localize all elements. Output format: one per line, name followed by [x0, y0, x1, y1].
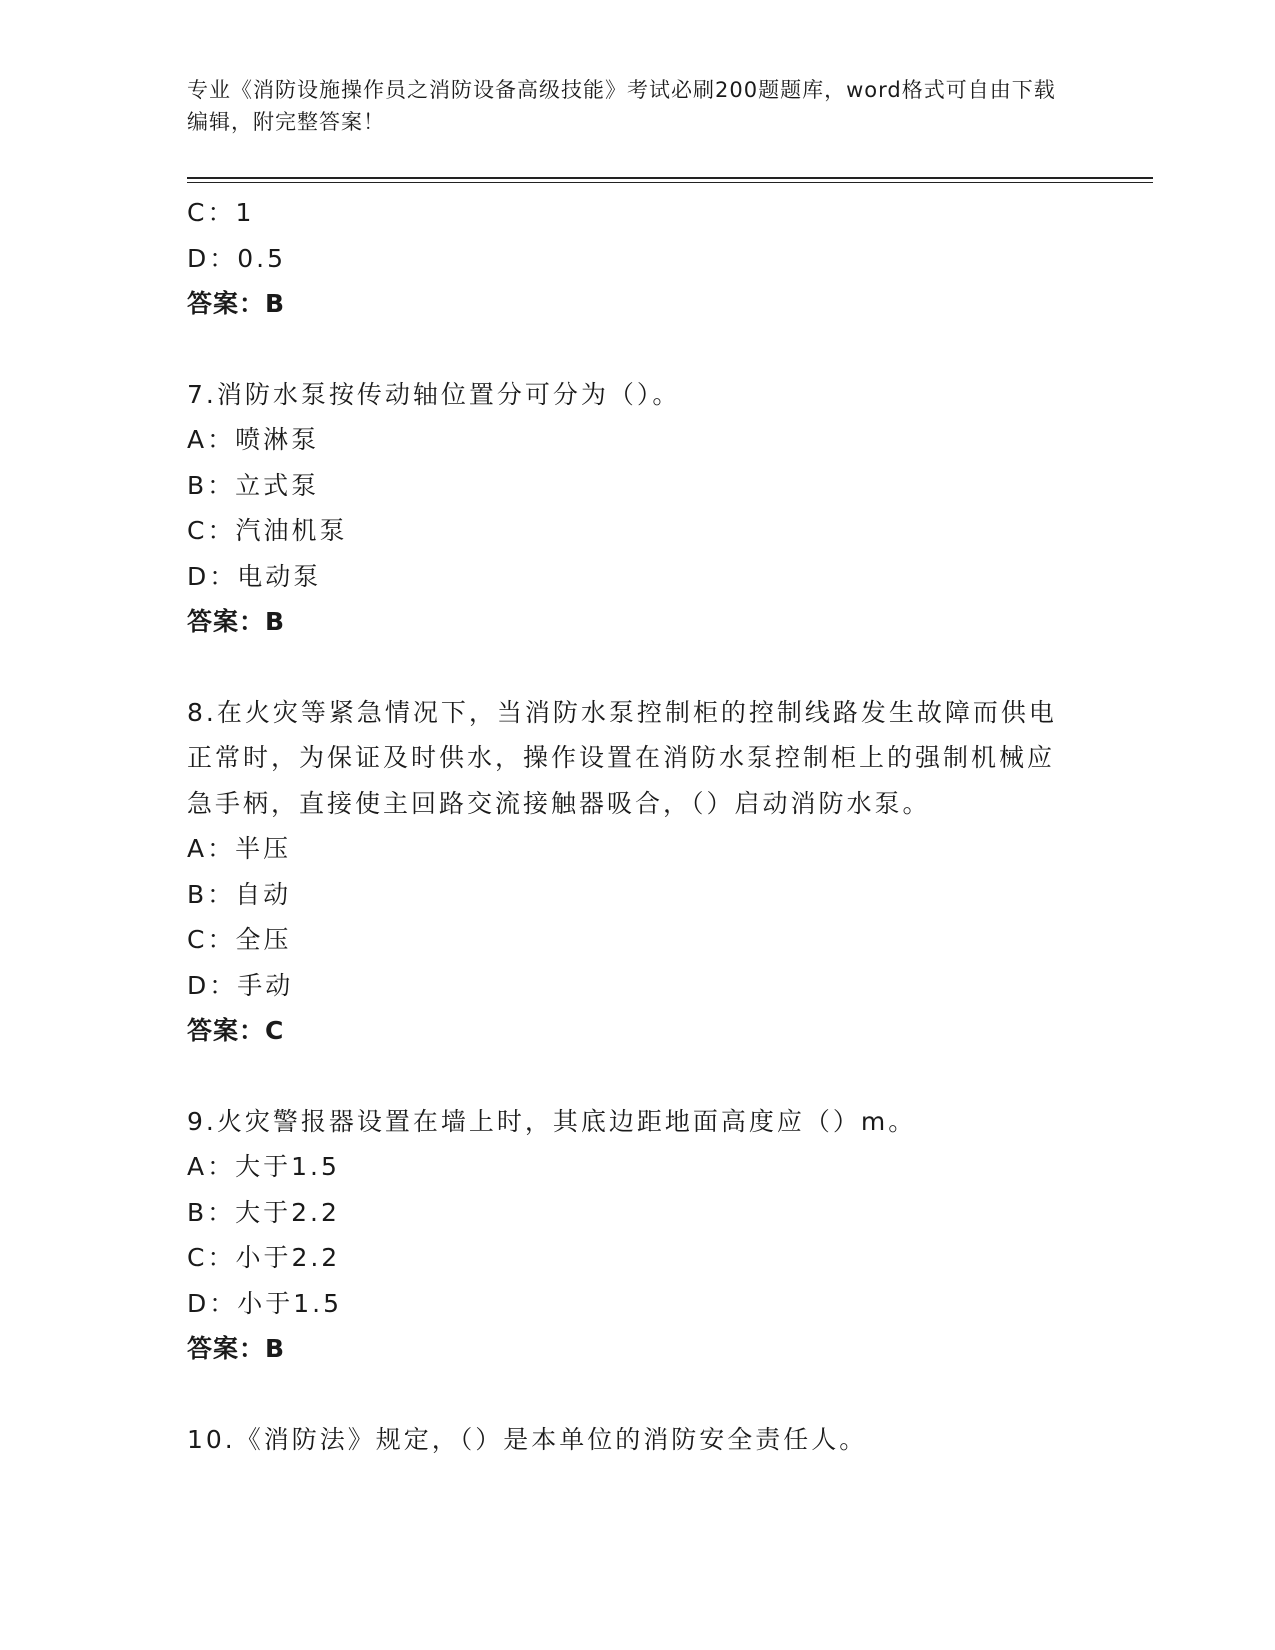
answer-line: 答案：C: [187, 1016, 285, 1045]
option-b: B：大于2.2: [187, 1197, 340, 1227]
question-7: [187, 372, 1067, 645]
answer-line: 答案：B: [187, 607, 286, 636]
document-body: [187, 190, 1067, 1462]
answer-line: 答案：B: [187, 289, 286, 318]
question-stem: 8.在火灾等紧急情况下，当消防水泵控制柜的控制线路发生故障而供电正常时，为保证及时供水，操作设置在消防水泵控制柜上的强制机械应急手柄，直接使主回路交流接触器吸合，（）启动消防水泵。: [187, 697, 1057, 818]
page-header: 专业《消防设施操作员之消防设备高级技能》考试必刷200题题库，word格式可自由下载编辑，附完整答案！: [187, 78, 1056, 134]
answer-line: 答案：B: [187, 1334, 286, 1363]
question-stem: 9.火灾警报器设置在墙上时，其底边距地面高度应（）m。: [187, 1106, 917, 1136]
previous-question-tail: [187, 190, 1067, 327]
option-c: C：小于2.2: [187, 1243, 341, 1272]
header-rule-thin: [187, 182, 1153, 183]
spacer: [187, 645, 1067, 690]
option-c: C：汽油机泵: [187, 516, 348, 545]
option-a: A：大于1.5: [187, 1152, 340, 1181]
option-a: A：半压: [187, 834, 292, 863]
option-b: B：自动: [187, 879, 292, 909]
option-c: C：全压: [187, 925, 292, 954]
question-10: [187, 1417, 1067, 1463]
header-rule-thick: [187, 177, 1153, 179]
option-a: A：喷淋泵: [187, 425, 320, 454]
spacer: [187, 1372, 1067, 1417]
question-9: [187, 1099, 1067, 1372]
option-d: D：0.5: [187, 243, 287, 273]
question-8: [187, 690, 1067, 1054]
question-stem: 10.《消防法》规定，（）是本单位的消防安全责任人。: [187, 1424, 868, 1454]
spacer: [187, 327, 1067, 372]
option-c: C：1: [187, 198, 255, 227]
spacer: [187, 1054, 1067, 1099]
option-d: D：电动泵: [187, 561, 322, 591]
question-stem: 7.消防水泵按传动轴位置分可分为（）。: [187, 379, 681, 409]
option-d: D：手动: [187, 970, 294, 1000]
option-b: B：立式泵: [187, 470, 320, 500]
option-d: D：小于1.5: [187, 1288, 343, 1318]
